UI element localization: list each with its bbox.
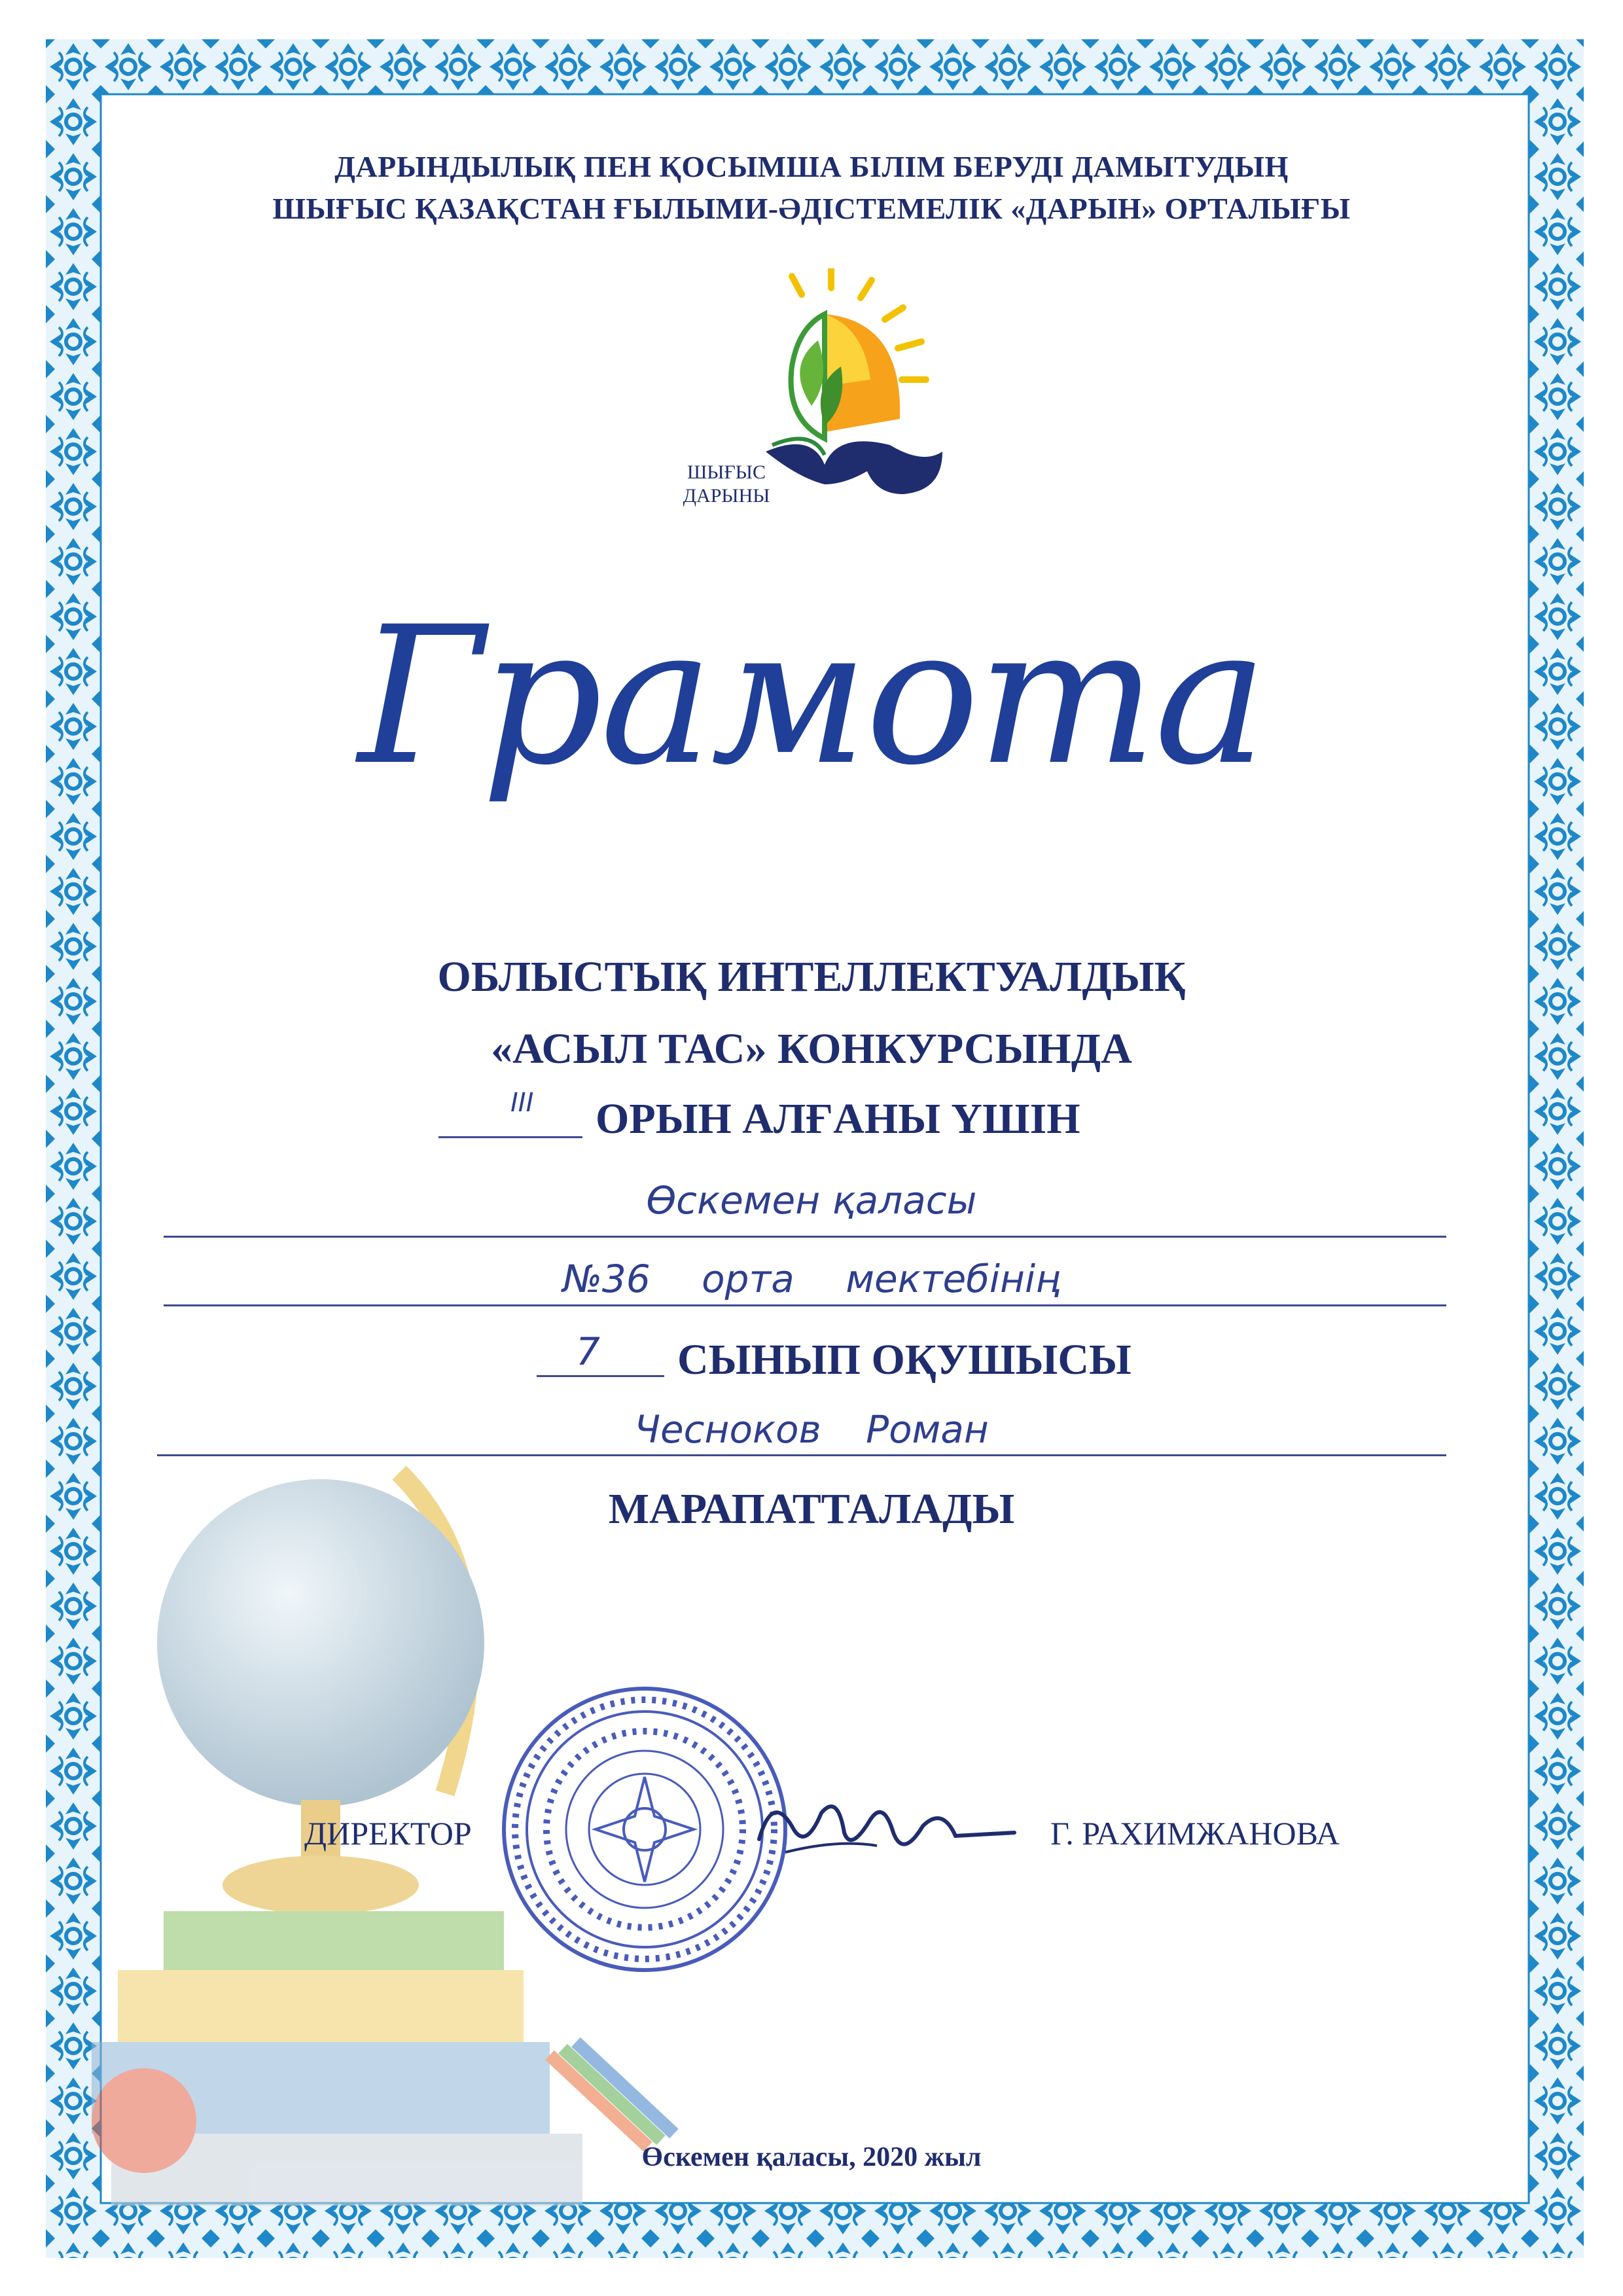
contest-line-2: «АСЫЛ ТАС» КОНКУРСЫНДА (491, 1025, 1132, 1073)
place-label: ОРЫН АЛҒАНЫ ҮШІН (596, 1095, 1080, 1143)
logo-text-line-1: ШЫҒЫС (687, 461, 766, 483)
place-field (438, 1088, 582, 1145)
logo-text-line-2: ДАРЫНЫ (683, 485, 770, 507)
director-label: ДИРЕКТОР (304, 1815, 472, 1852)
footer-city-year: Өскемен қаласы, 2020 жыл (641, 2142, 982, 2172)
grade-label: СЫНЫП ОҚУШЫСЫ (677, 1336, 1132, 1384)
student-name: Чесноков Роман (634, 1407, 989, 1452)
grade-field (537, 1329, 674, 1384)
school-underline (164, 1304, 1446, 1306)
director-signature (746, 1780, 1021, 1872)
student-city: Өскемен қаласы (646, 1178, 977, 1223)
grade-value: 7 (576, 1329, 600, 1374)
contest-line-1: ОБЛЫСТЫҚ ИНТЕЛЛЕКТУАЛДЫҚ (437, 953, 1186, 1001)
city-underline (164, 1236, 1446, 1238)
certificate-title: Грамота (358, 586, 1265, 807)
director-name: Г. РАХИМЖАНОВА (1050, 1815, 1340, 1852)
header-line-1: ДАРЫНДЫЛЫҚ ПЕН ҚОСЫМША БІЛІМ БЕРУДІ ДАМЫТУДЫҢ (334, 150, 1289, 183)
place-value: III (510, 1088, 534, 1118)
place-underline (438, 1136, 582, 1138)
award-text: МАРАПАТТАЛАДЫ (608, 1485, 1015, 1533)
grade-underline (537, 1375, 664, 1377)
student-school: №36 орта мектебінің (562, 1257, 1061, 1301)
header-line-2: ШЫҒЫС ҚАЗАҚСТАН ҒЫЛЫМИ-ӘДІСТЕМЕЛІК «ДАРЫН» ОРТАЛЫҒЫ (272, 192, 1351, 225)
